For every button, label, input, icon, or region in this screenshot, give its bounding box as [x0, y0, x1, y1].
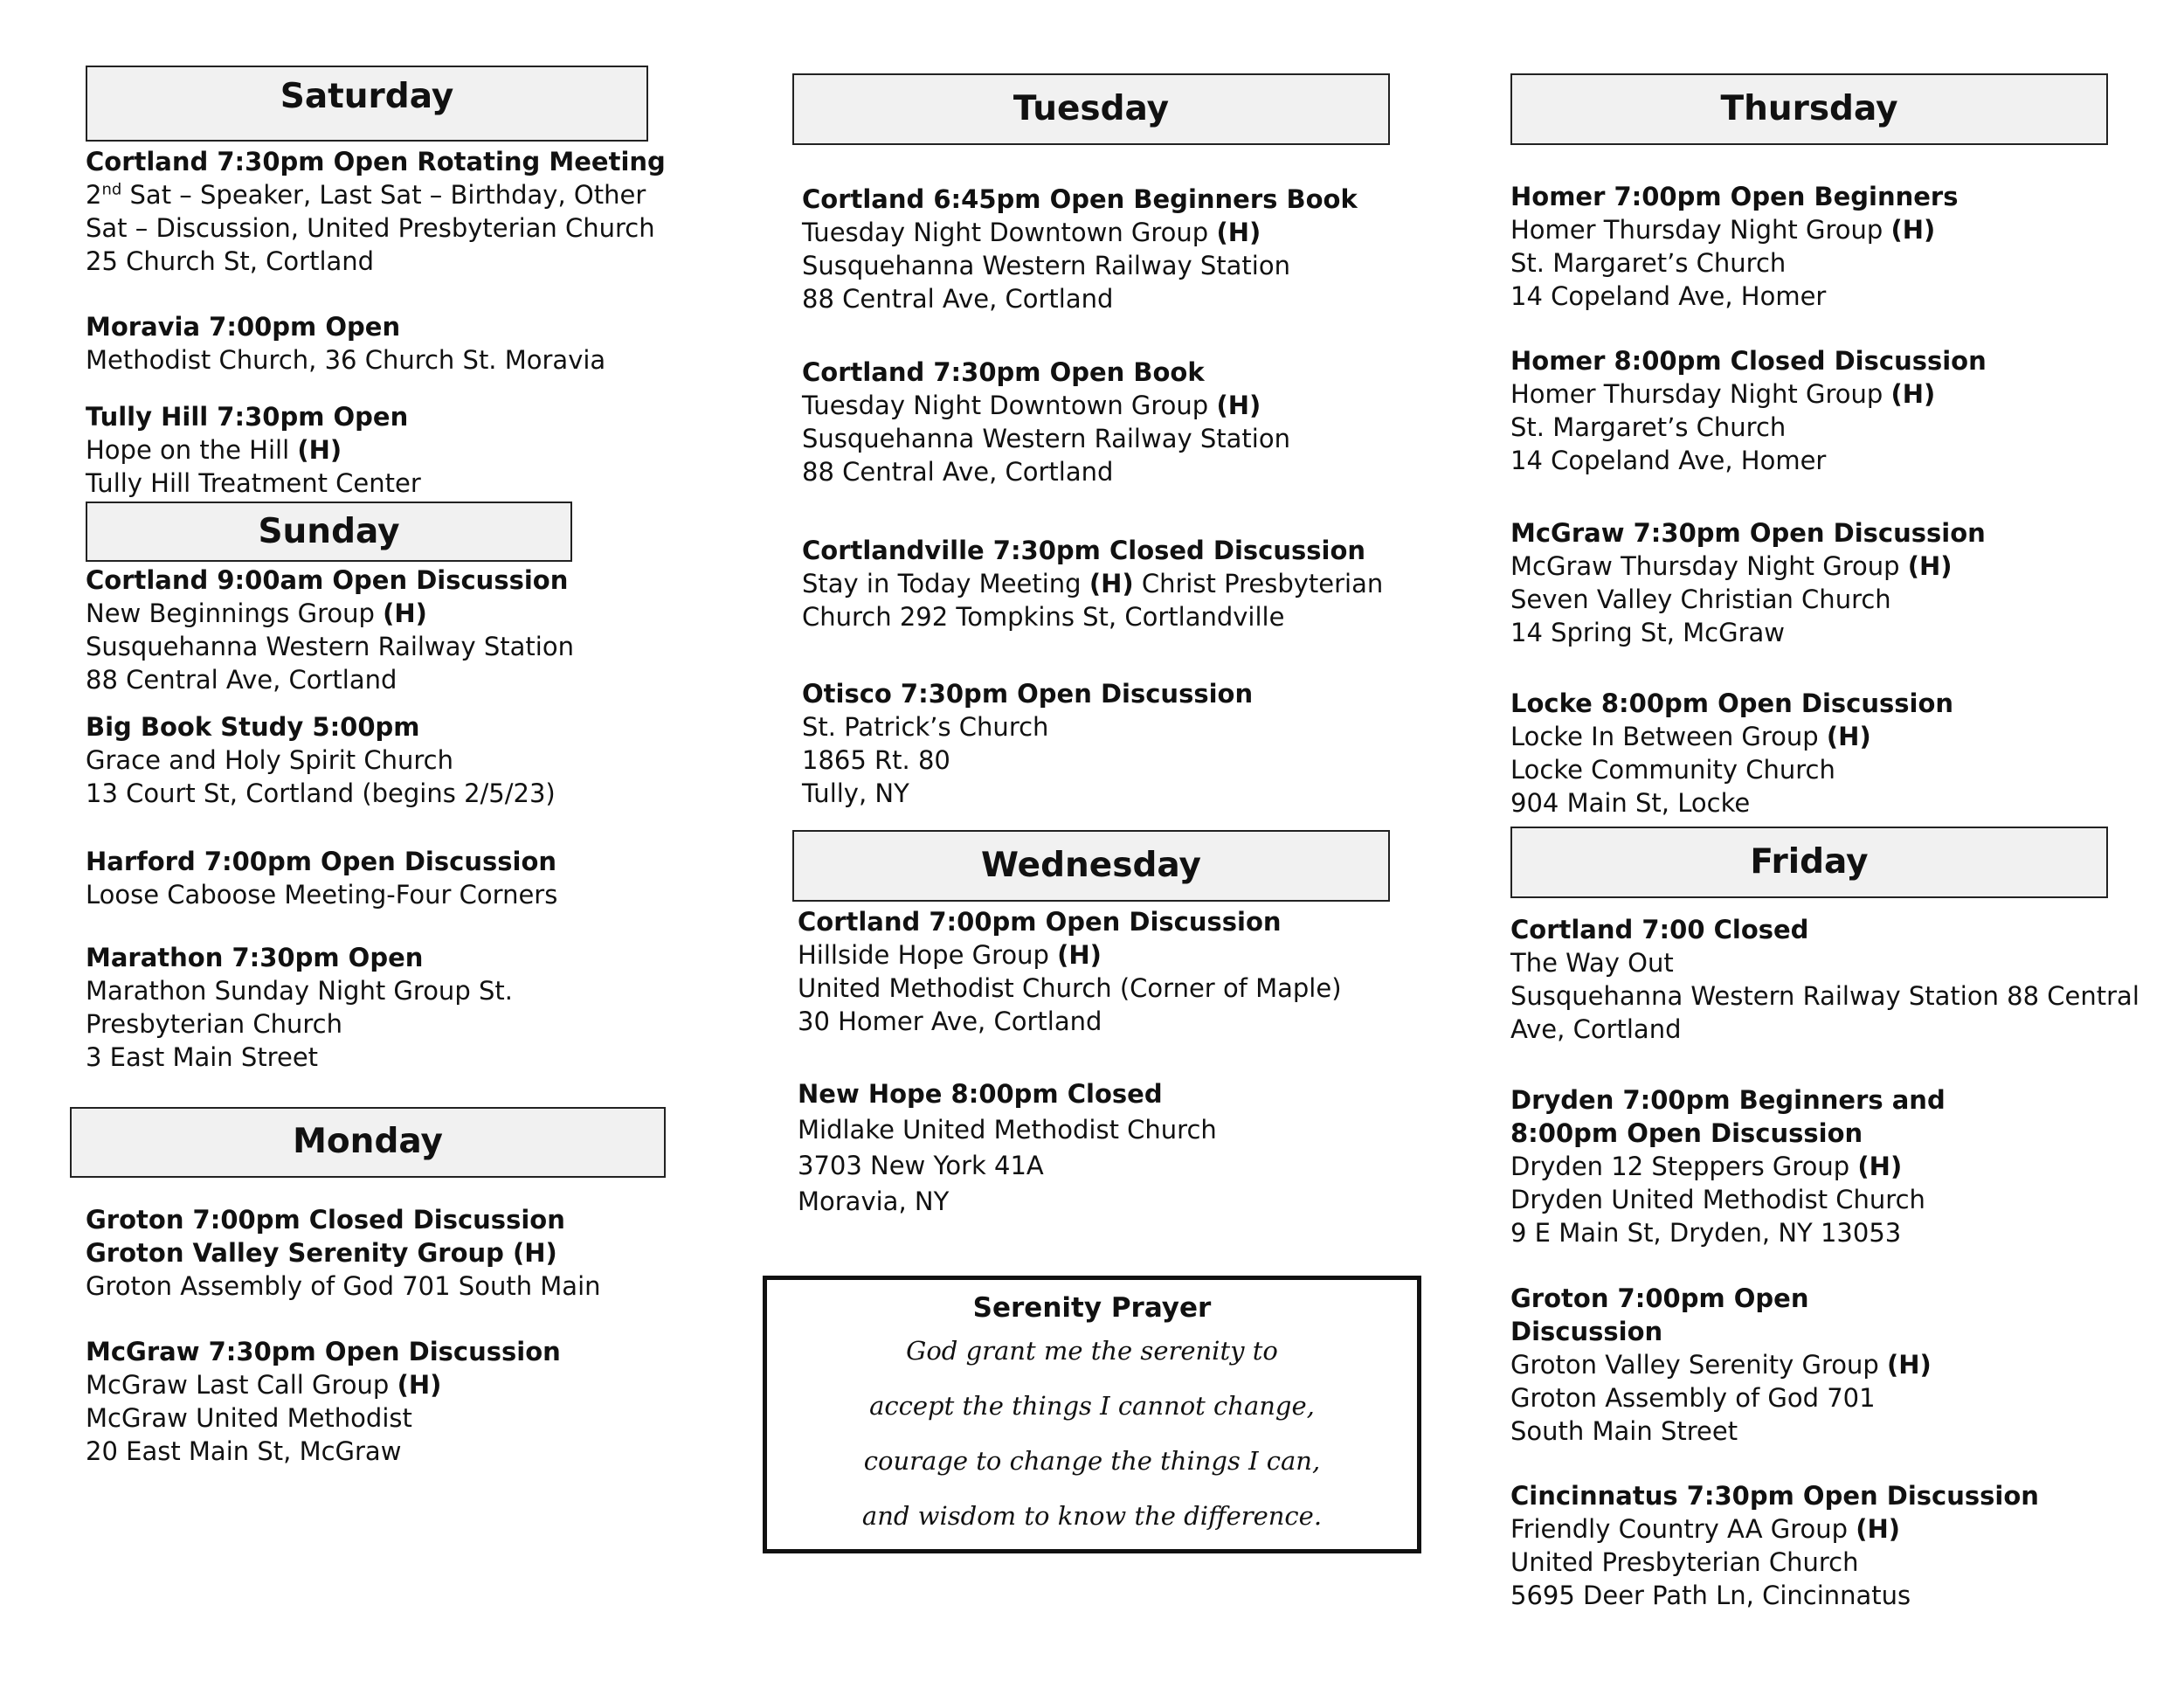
meeting-address: 88 Central Ave, Cortland: [86, 665, 397, 695]
meeting-title: Moravia 7:00pm Open: [86, 312, 401, 342]
meeting-title: Otisco 7:30pm Open Discussion: [802, 679, 1254, 709]
meeting-title: Cortland 7:30pm Open Rotating Meeting: [86, 147, 666, 176]
meeting-title-continued: 8:00pm Open Discussion: [1510, 1118, 1863, 1148]
meeting-address: 1865 Rt. 80: [802, 745, 950, 775]
meeting-location: Methodist Church, 36 Church St. Moravia: [86, 345, 606, 375]
meeting-schedule-note: 2nd Sat – Speaker, Last Sat – Birthday, Other: [86, 180, 646, 210]
meeting-location: United Methodist Church (Corner of Maple): [798, 973, 1342, 1003]
meeting-location: Grace and Holy Spirit Church: [86, 745, 453, 775]
meeting-address: 5695 Deer Path Ln, Cincinnatus: [1510, 1581, 1911, 1610]
meeting-title: Cincinnatus 7:30pm Open Discussion: [1510, 1481, 2039, 1511]
meeting-address: 3703 New York 41A: [798, 1151, 1044, 1180]
meeting-address: 904 Main St, Locke: [1510, 788, 1751, 818]
meeting-location: United Presbyterian Church: [1510, 1547, 1859, 1577]
meeting-tuesday-cortlandville: [802, 534, 1413, 633]
meeting-address: Church 292 Tompkins St, Cortlandville: [802, 602, 1285, 632]
meeting-title: Cortland 7:00pm Open Discussion: [798, 907, 1282, 937]
meeting-location: Groton Assembly of God 701: [1510, 1383, 1876, 1413]
saturday-header: Saturday: [86, 66, 648, 142]
meeting-tuesday-cortland-book: [802, 356, 1413, 488]
meeting-title: Cortland 7:00 Closed: [1510, 915, 1809, 944]
meeting-address: 30 Homer Ave, Cortland: [798, 1007, 1102, 1036]
meeting-location: Sat – Discussion, United Presbyterian Church: [86, 213, 655, 243]
meeting-location: Susquehanna Western Railway Station 88 Central: [1510, 981, 2139, 1011]
meeting-title: McGraw 7:30pm Open Discussion: [86, 1337, 561, 1366]
meeting-saturday-tully-hill: [86, 400, 697, 500]
tuesday-header: Tuesday: [792, 73, 1390, 145]
meeting-address: Ave, Cortland: [1510, 1014, 1682, 1044]
meeting-address: 88 Central Ave, Cortland: [802, 457, 1114, 487]
meeting-title: New Hope 8:00pm Closed: [798, 1079, 1163, 1109]
meeting-monday-groton: [86, 1203, 697, 1303]
meeting-title: Cortland 7:30pm Open Book: [802, 357, 1205, 387]
meeting-group: Friendly Country AA Group (H): [1510, 1514, 1901, 1544]
meeting-group: Homer Thursday Night Group (H): [1510, 215, 1936, 245]
meeting-wednesday-new-hope: [798, 1076, 1409, 1220]
meeting-title: Harford 7:00pm Open Discussion: [86, 847, 557, 876]
meeting-location: Midlake United Methodist Church: [798, 1115, 1217, 1145]
meeting-location: Presbyterian Church: [86, 1009, 342, 1039]
meeting-group: Groton Valley Serenity Group (H): [1510, 1350, 1932, 1380]
meeting-group: Homer Thursday Night Group (H): [1510, 379, 1936, 409]
meeting-location: Tully Hill Treatment Center: [86, 468, 421, 498]
meeting-location: McGraw United Methodist: [86, 1403, 412, 1433]
meeting-address: 20 East Main St, McGraw: [86, 1436, 402, 1466]
meeting-title: Groton 7:00pm Closed Discussion: [86, 1205, 565, 1235]
meeting-saturday-moravia: [86, 310, 697, 377]
meeting-thursday-locke: [1510, 687, 2122, 820]
serenity-prayer-box: [763, 1276, 1421, 1553]
meeting-wednesday-cortland: [798, 905, 1409, 1038]
prayer-line: accept the things I cannot change,: [869, 1391, 1315, 1421]
meeting-group: Tuesday Night Downtown Group (H): [802, 218, 1261, 247]
meeting-city: Tully, NY: [802, 778, 909, 808]
meeting-tuesday-otisco: [802, 677, 1413, 810]
meeting-title: Tully Hill 7:30pm Open: [86, 402, 409, 432]
thursday-header: Thursday: [1510, 73, 2108, 145]
meeting-address: 13 Court St, Cortland (begins 2/5/23): [86, 778, 556, 808]
meeting-address: 3 East Main Street: [86, 1042, 319, 1072]
meeting-friday-cincinnatus: [1510, 1479, 2122, 1612]
meeting-thursday-homer-closed: [1510, 344, 2122, 477]
meeting-title-continued: Discussion: [1510, 1317, 1663, 1346]
meeting-thursday-homer-beginners: [1510, 180, 2122, 313]
wednesday-header: Wednesday: [792, 830, 1390, 902]
meeting-group: Hillside Hope Group (H): [798, 940, 1102, 970]
meeting-location: Groton Assembly of God 701 South Main: [86, 1271, 601, 1301]
meeting-group: Groton Valley Serenity Group (H): [86, 1238, 557, 1268]
meeting-group: The Way Out: [1510, 948, 1674, 978]
meeting-monday-mcgraw: [86, 1335, 697, 1468]
meeting-title: Cortland 6:45pm Open Beginners Book: [802, 184, 1358, 214]
meeting-group: Locke In Between Group (H): [1510, 722, 1871, 751]
meeting-sunday-cortland: [86, 564, 697, 696]
sunday-header: Sunday: [86, 502, 572, 562]
meeting-title: Homer 8:00pm Closed Discussion: [1510, 346, 1987, 376]
meeting-location: Susquehanna Western Railway Station: [86, 632, 574, 661]
meeting-group: Hope on the Hill (H): [86, 435, 342, 465]
meeting-location: St. Margaret’s Church: [1510, 248, 1787, 278]
meeting-address: 25 Church St, Cortland: [86, 246, 375, 276]
meeting-title: Big Book Study 5:00pm: [86, 712, 420, 742]
meeting-location: Seven Valley Christian Church: [1510, 585, 1891, 614]
meeting-location: St. Patrick’s Church: [802, 712, 1049, 742]
meeting-location: Susquehanna Western Railway Station: [802, 424, 1290, 453]
meeting-group: Dryden 12 Steppers Group (H): [1510, 1152, 1903, 1181]
meeting-location: St. Margaret’s Church: [1510, 412, 1787, 442]
meeting-group: McGraw Last Call Group (H): [86, 1370, 442, 1400]
meeting-city: Moravia, NY: [798, 1186, 950, 1216]
meeting-title: Cortland 9:00am Open Discussion: [86, 565, 569, 595]
meeting-saturday-cortland: [86, 145, 697, 278]
prayer-line: God grant me the serenity to: [906, 1336, 1278, 1366]
prayer-line: courage to change the things I can,: [863, 1446, 1321, 1476]
meeting-location: Susquehanna Western Railway Station: [802, 251, 1290, 280]
prayer-line: and wisdom to know the difference.: [861, 1501, 1323, 1531]
meeting-address: South Main Street: [1510, 1416, 1738, 1446]
prayer-title: Serenity Prayer: [972, 1292, 1212, 1324]
meeting-address: 14 Copeland Ave, Homer: [1510, 446, 1827, 475]
meeting-group: New Beginnings Group (H): [86, 598, 427, 628]
meeting-sunday-harford: [86, 845, 697, 911]
meeting-group: Stay in Today Meeting (H) Christ Presbyterian: [802, 569, 1384, 598]
meeting-friday-groton: [1510, 1282, 2122, 1448]
meeting-title: Dryden 7:00pm Beginners and: [1510, 1085, 1946, 1115]
meeting-group: Marathon Sunday Night Group St.: [86, 976, 513, 1006]
meeting-friday-dryden: [1510, 1083, 2122, 1249]
meeting-address: 88 Central Ave, Cortland: [802, 284, 1114, 314]
meeting-address: 14 Spring St, McGraw: [1510, 618, 1785, 647]
meeting-group: McGraw Thursday Night Group (H): [1510, 551, 1952, 581]
meeting-title: Groton 7:00pm Open: [1510, 1283, 1809, 1313]
meeting-tuesday-cortland-beginners: [802, 183, 1413, 315]
monday-header: Monday: [70, 1107, 666, 1178]
meeting-title: Locke 8:00pm Open Discussion: [1510, 688, 1954, 718]
friday-header: Friday: [1510, 827, 2108, 898]
meeting-thursday-mcgraw: [1510, 516, 2122, 649]
meeting-title: Homer 7:00pm Open Beginners: [1510, 182, 1959, 211]
meeting-friday-cortland: [1510, 913, 2174, 1046]
meeting-sunday-marathon: [86, 941, 697, 1074]
meeting-group: Tuesday Night Downtown Group (H): [802, 391, 1261, 420]
meeting-address: 14 Copeland Ave, Homer: [1510, 281, 1827, 311]
meeting-title: McGraw 7:30pm Open Discussion: [1510, 518, 1986, 548]
meeting-sunday-big-book: [86, 710, 697, 810]
meeting-address: 9 E Main St, Dryden, NY 13053: [1510, 1218, 1902, 1248]
meeting-title: Marathon 7:30pm Open: [86, 943, 424, 972]
meeting-title: Cortlandville 7:30pm Closed Discussion: [802, 536, 1366, 565]
meeting-location: Loose Caboose Meeting-Four Corners: [86, 880, 558, 910]
meeting-location: Locke Community Church: [1510, 755, 1835, 785]
meeting-location: Dryden United Methodist Church: [1510, 1185, 1925, 1214]
